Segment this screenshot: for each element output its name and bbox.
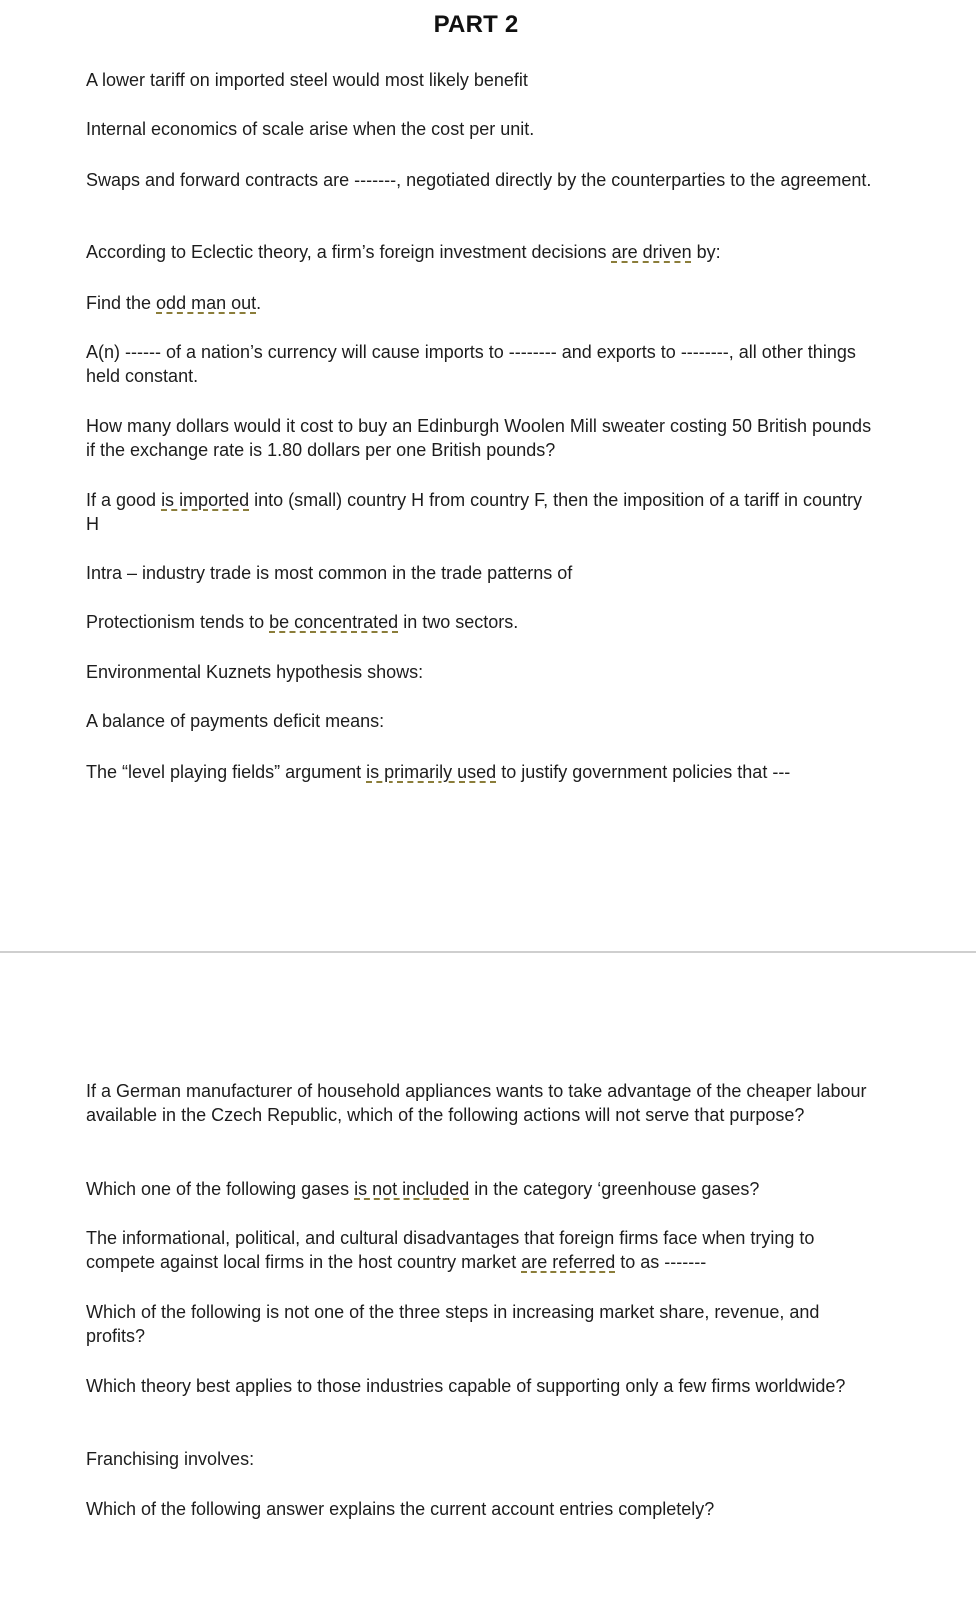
section-divider (0, 951, 976, 953)
question-2: Internal economics of scale arise when the cost per unit. (86, 119, 535, 139)
question-6: A(n) ------ of a nation’s currency will cause imports to -------- and exports to --------, all other things held constant. (86, 342, 856, 386)
question-7: How many dollars would it cost to buy an Edinburgh Woolen Mill sweater costing 50 British pounds if the exchange rate is 1.80 dollars per one British pounds? (86, 416, 872, 460)
question-16: The informational, political, and cultural disadvantages that foreign firms face when trying to compete against local firms in the host country market are referred to as ------- (86, 1228, 815, 1272)
question-5: Find the odd man out. (86, 293, 262, 313)
question-4: According to Eclectic theory, a firm’s foreign investment decisions are driven by: (86, 242, 721, 262)
question-18: Which theory best applies to those industries capable of supporting only a few firms worldwide? (86, 1376, 846, 1396)
question-8: If a good is imported into (small) country H from country F, then the imposition of a tariff in country H (86, 490, 863, 534)
question-11: Environmental Kuznets hypothesis shows: (86, 662, 424, 682)
question-9: Intra – industry trade is most common in the trade patterns of (86, 563, 573, 583)
underlined-phrase: is imported (161, 490, 250, 510)
question-13: The “level playing fields” argument is primarily used to justify government policies that --- (86, 762, 791, 782)
question-17: Which of the following is not one of the three steps in increasing market share, revenue, and profits? (86, 1302, 820, 1346)
question-14: If a German manufacturer of household appliances wants to take advantage of the cheaper labour available in the Czech Republic, which of the following actions will not serve that purpose? (86, 1081, 867, 1125)
question-15: Which one of the following gases is not included in the category ‘greenhouse gases? (86, 1179, 760, 1199)
underlined-phrase: are referred (521, 1252, 616, 1272)
question-12: A balance of payments deficit means: (86, 711, 385, 731)
question-20: Which of the following answer explains the current account entries completely? (86, 1499, 715, 1519)
underlined-phrase: be concentrated (269, 612, 399, 632)
question-3: Swaps and forward contracts are -------, negotiated directly by the counterparties to the agreement. (86, 170, 872, 190)
question-1: A lower tariff on imported steel would most likely benefit (86, 70, 528, 90)
question-19: Franchising involves: (86, 1449, 255, 1469)
underlined-phrase: is not included (354, 1179, 470, 1199)
underlined-phrase: is primarily used (366, 762, 497, 782)
page-title: PART 2 (433, 11, 519, 38)
underlined-phrase: are driven (611, 242, 692, 262)
question-10: Protectionism tends to be concentrated in two sectors. (86, 612, 519, 632)
underlined-phrase: odd man out (156, 293, 257, 313)
